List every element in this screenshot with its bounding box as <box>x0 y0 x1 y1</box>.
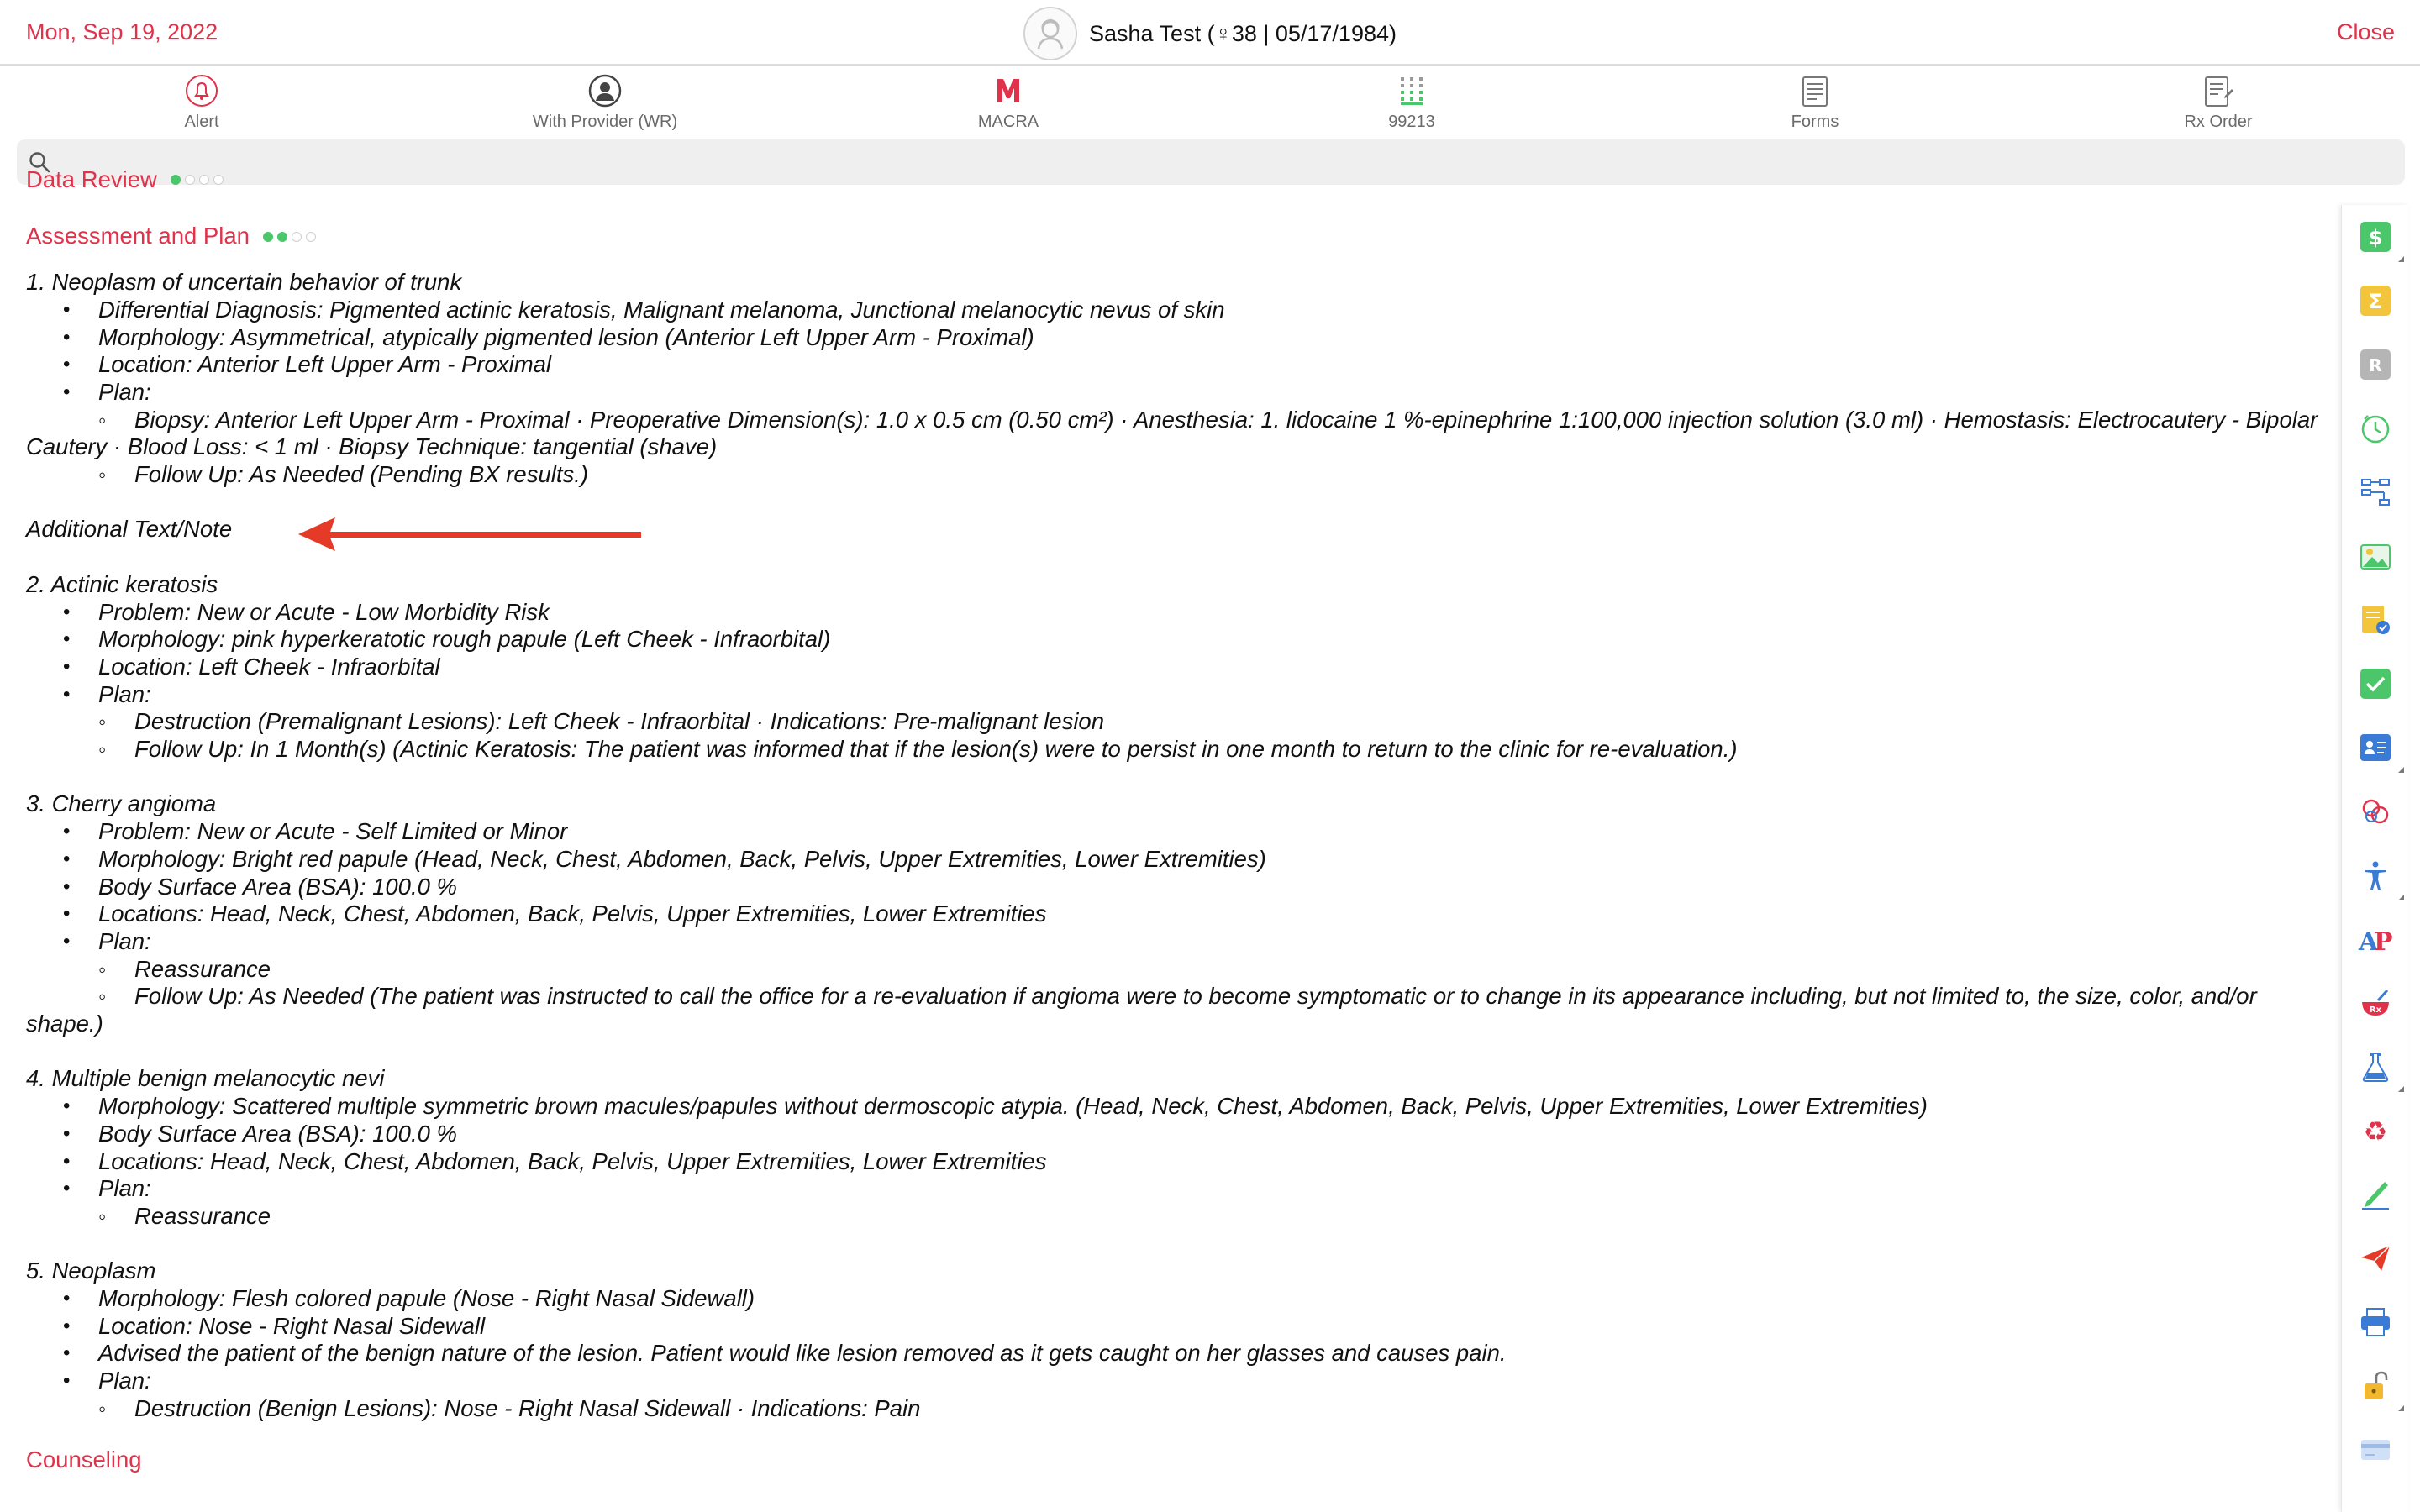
close-button[interactable]: Close <box>2336 19 2395 45</box>
rail-photos-button[interactable] <box>2359 539 2392 573</box>
list-item: • Plan: <box>26 1368 2320 1395</box>
send-icon <box>2360 1242 2391 1274</box>
rail-ap-button[interactable] <box>2359 922 2392 956</box>
code-99213-label: 99213 <box>1388 113 1435 131</box>
macra-m-icon <box>990 72 1027 109</box>
avatar-icon <box>1032 15 1069 52</box>
problem-4[interactable] <box>26 1065 2320 1230</box>
corner-indicator <box>2398 1405 2404 1411</box>
plan-item: ◦ Destruction (Premalignant Lesions): Left Cheek - Infraorbital · Indications: Pre-malignant lesion <box>26 708 2320 736</box>
ap-icon <box>2359 923 2392 955</box>
problem-2[interactable] <box>26 571 2320 764</box>
list-item: • Differential Diagnosis: Pigmented actinic keratosis, Malignant melanoma, Junctional melanocytic nevus of skin <box>26 297 2320 324</box>
corner-indicator <box>2398 895 2404 900</box>
rx-order-label: Rx Order <box>2184 113 2253 131</box>
with-provider-button[interactable] <box>403 67 807 136</box>
rail-billing-button[interactable] <box>2359 220 2392 254</box>
top-bar <box>0 0 2420 66</box>
list-item: • Morphology: Scattered multiple symmetric brown macules/papules without dermoscopic atypia. (Head, Neck, Chest, Abdomen, Back, Pelvis, Upper Extremities, Lower Extremities) <box>26 1093 2320 1121</box>
printer-icon <box>2360 1306 2391 1338</box>
rail-approve-button[interactable] <box>2359 667 2392 701</box>
list-item: • Body Surface Area (BSA): 100.0 % <box>26 1121 2320 1148</box>
list-item: • Location: Nose - Right Nasal Sidewall <box>26 1313 2320 1341</box>
plan-item: ◦ Reassurance <box>26 956 2320 984</box>
svg-text:P: P <box>2374 927 2393 957</box>
person-icon <box>587 72 623 109</box>
rail-lab-button[interactable] <box>2359 1050 2392 1084</box>
corner-indicator <box>2398 1086 2404 1092</box>
list-item: • Body Surface Area (BSA): 100.0 % <box>26 874 2320 901</box>
rail-r-button[interactable] <box>2359 348 2392 381</box>
list-item: • Advised the patient of the benign nature of the lesion. Patient would like lesion removed as it gets caught on her glasses and causes pain. <box>26 1340 2320 1368</box>
image-icon <box>2360 540 2391 572</box>
note-scroll-area[interactable] <box>0 166 2328 1512</box>
rail-body-map-button[interactable] <box>2359 858 2392 892</box>
plan-item: ◦ Biopsy: Anterior Left Upper Arm - Proximal · Preoperative Dimension(s): 1.0 x 0.5 cm (0.50 cm²) · Anesthesia: 1. lidocaine 1 %-epinephrine 1:100,000 injection solution (3.0 ml) · Hemostasis: Electrocautery - Bipolar Cautery · Blood Loss: < 1 ml · Biopsy Technique: tangential (shave) <box>26 407 2320 461</box>
section-title-counseling: Counseling <box>26 1446 142 1473</box>
rail-rx-button[interactable] <box>2359 986 2392 1020</box>
problem-title: 3. Cherry angioma <box>26 790 217 817</box>
svg-text:Σ: Σ <box>2368 290 2383 313</box>
list-item: • Plan: <box>26 928 2320 956</box>
problem-5[interactable] <box>26 1257 2320 1422</box>
r-icon <box>2360 349 2391 381</box>
list-item: • Locations: Head, Neck, Chest, Abdomen, Back, Pelvis, Upper Extremities, Lower Extremities <box>26 900 2320 928</box>
problem-title: 2. Actinic keratosis <box>26 570 218 597</box>
clock-icon <box>2360 412 2391 444</box>
section-data-review[interactable] <box>26 166 2320 194</box>
bell-icon <box>183 72 220 109</box>
svg-text:Rx: Rx <box>2369 1005 2382 1015</box>
svg-text:A: A <box>2359 927 2379 957</box>
section-progress-dots <box>263 232 316 242</box>
pen-icon <box>2360 1179 2391 1210</box>
additional-note-text: Additional Text/Note <box>26 516 233 543</box>
list-item: • Problem: New or Acute - Self Limited or Minor <box>26 818 2320 846</box>
rx-bowl-icon <box>2360 987 2391 1019</box>
flowchart-icon <box>2360 476 2391 508</box>
avatar[interactable] <box>1023 7 1077 60</box>
list-item: • Plan: <box>26 1175 2320 1203</box>
rings-icon <box>2360 795 2391 827</box>
list-item: • Plan: <box>26 681 2320 709</box>
patient-name: Sasha Test (♀38 | 05/17/1984) <box>1088 20 1397 46</box>
rail-history-button[interactable] <box>2359 412 2392 445</box>
forms-button[interactable] <box>1613 67 2017 136</box>
list-item: • Plan: <box>26 379 2320 407</box>
svg-text:R: R <box>2369 355 2382 375</box>
problem-title: 5. Neoplasm <box>26 1257 156 1284</box>
rail-print-button[interactable] <box>2359 1305 2392 1339</box>
plan-item: ◦ Follow Up: As Needed (Pending BX results.) <box>26 461 2320 489</box>
alert-label: Alert <box>184 113 219 131</box>
list-item: • Morphology: Flesh colored papule (Nose - Right Nasal Sidewall) <box>26 1285 2320 1313</box>
rail-sign-button[interactable] <box>2359 1178 2392 1211</box>
corner-indicator <box>2398 256 2404 262</box>
plan-item: ◦ Reassurance <box>26 1203 2320 1231</box>
alert-button[interactable] <box>0 67 403 136</box>
rail-lock-button[interactable] <box>2359 1369 2392 1403</box>
plan-item: ◦ Follow Up: As Needed (The patient was instructed to call the office for a re-evaluation if angioma were to become symptomatic or to change in its appearance including, but not limited to, the size, color, and/or shape.) <box>26 983 2320 1037</box>
additional-note-line[interactable] <box>26 516 2320 543</box>
recycle-icon <box>2360 1115 2391 1147</box>
list-item: • Location: Anterior Left Upper Arm - Proximal <box>26 351 2320 379</box>
note-body <box>26 166 2320 1473</box>
note-check-icon <box>2360 604 2391 636</box>
lock-icon <box>2360 1370 2391 1402</box>
patient-header[interactable] <box>0 7 2420 60</box>
plan-item: ◦ Follow Up: In 1 Month(s) (Actinic Keratosis: The patient was informed that if the lesion(s) were to persist in one month to return to the clinic for re-evaluation.) <box>26 736 2320 764</box>
section-title-data-review: Data Review <box>26 166 157 192</box>
rail-send-button[interactable] <box>2359 1242 2392 1275</box>
checkmark-icon <box>2360 668 2391 700</box>
svg-text:$: $ <box>2368 226 2383 249</box>
rail-recycle-button[interactable] <box>2359 1114 2392 1147</box>
contact-card-icon <box>2360 732 2391 764</box>
problem-3[interactable] <box>26 790 2320 1037</box>
problem-1[interactable] <box>26 269 2320 489</box>
with-provider-label: With Provider (WR) <box>532 113 678 131</box>
list-item: • Morphology: pink hyperkeratotic rough papule (Left Cheek - Infraorbital) <box>26 626 2320 654</box>
list-item: • Morphology: Bright red papule (Head, Neck, Chest, Abdomen, Back, Pelvis, Upper Extremities, Lower Extremities) <box>26 846 2320 874</box>
list-item: • Morphology: Asymmetrical, atypically pigmented lesion (Anterior Left Upper Arm - Proximal) <box>26 324 2320 352</box>
section-title-assessment-plan: Assessment and Plan <box>26 223 250 249</box>
problem-title: 4. Multiple benign melanocytic nevi <box>26 1065 385 1092</box>
rail-summary-button[interactable] <box>2359 284 2392 318</box>
corner-indicator <box>2398 767 2404 773</box>
section-progress-dots <box>171 175 224 185</box>
code-99213-button[interactable] <box>1210 67 1613 136</box>
rail-flow-button[interactable] <box>2359 475 2392 509</box>
rx-order-icon <box>2200 72 2237 109</box>
list-item: • Location: Left Cheek - Infraorbital <box>26 654 2320 681</box>
svg-text:♻: ♻ <box>2363 1116 2388 1147</box>
flask-icon <box>2360 1051 2391 1083</box>
forms-label: Forms <box>1791 113 1839 131</box>
rail-card-button[interactable] <box>2359 1433 2392 1467</box>
rx-order-button[interactable] <box>2017 67 2420 136</box>
card-icon <box>2360 1434 2391 1466</box>
rail-notes-button[interactable] <box>2359 603 2392 637</box>
dots-grid-icon <box>1393 72 1430 109</box>
macra-button[interactable] <box>807 67 1210 136</box>
forms-icon <box>1797 72 1833 109</box>
red-arrow-icon <box>271 517 641 551</box>
dollar-icon <box>2360 221 2391 253</box>
section-counseling[interactable] <box>26 1446 2320 1474</box>
visit-date: Mon, Sep 19, 2022 <box>26 19 218 45</box>
plan-item: ◦ Destruction (Benign Lesions): Nose - Right Nasal Sidewall · Indications: Pain <box>26 1395 2320 1423</box>
section-assessment-plan[interactable] <box>26 223 2320 250</box>
toolbar <box>0 67 2420 136</box>
macra-label: MACRA <box>977 113 1039 131</box>
right-tool-rail <box>2341 205 2408 1512</box>
sigma-icon <box>2360 285 2391 317</box>
list-item: • Problem: New or Acute - Low Morbidity Risk <box>26 599 2320 627</box>
rail-rings-button[interactable] <box>2359 795 2392 828</box>
list-item: • Locations: Head, Neck, Chest, Abdomen, Back, Pelvis, Upper Extremities, Lower Extremities <box>26 1148 2320 1176</box>
body-icon <box>2360 859 2391 891</box>
rail-contact-button[interactable] <box>2359 731 2392 764</box>
problem-title: 1. Neoplasm of uncertain behavior of trunk <box>26 269 462 296</box>
